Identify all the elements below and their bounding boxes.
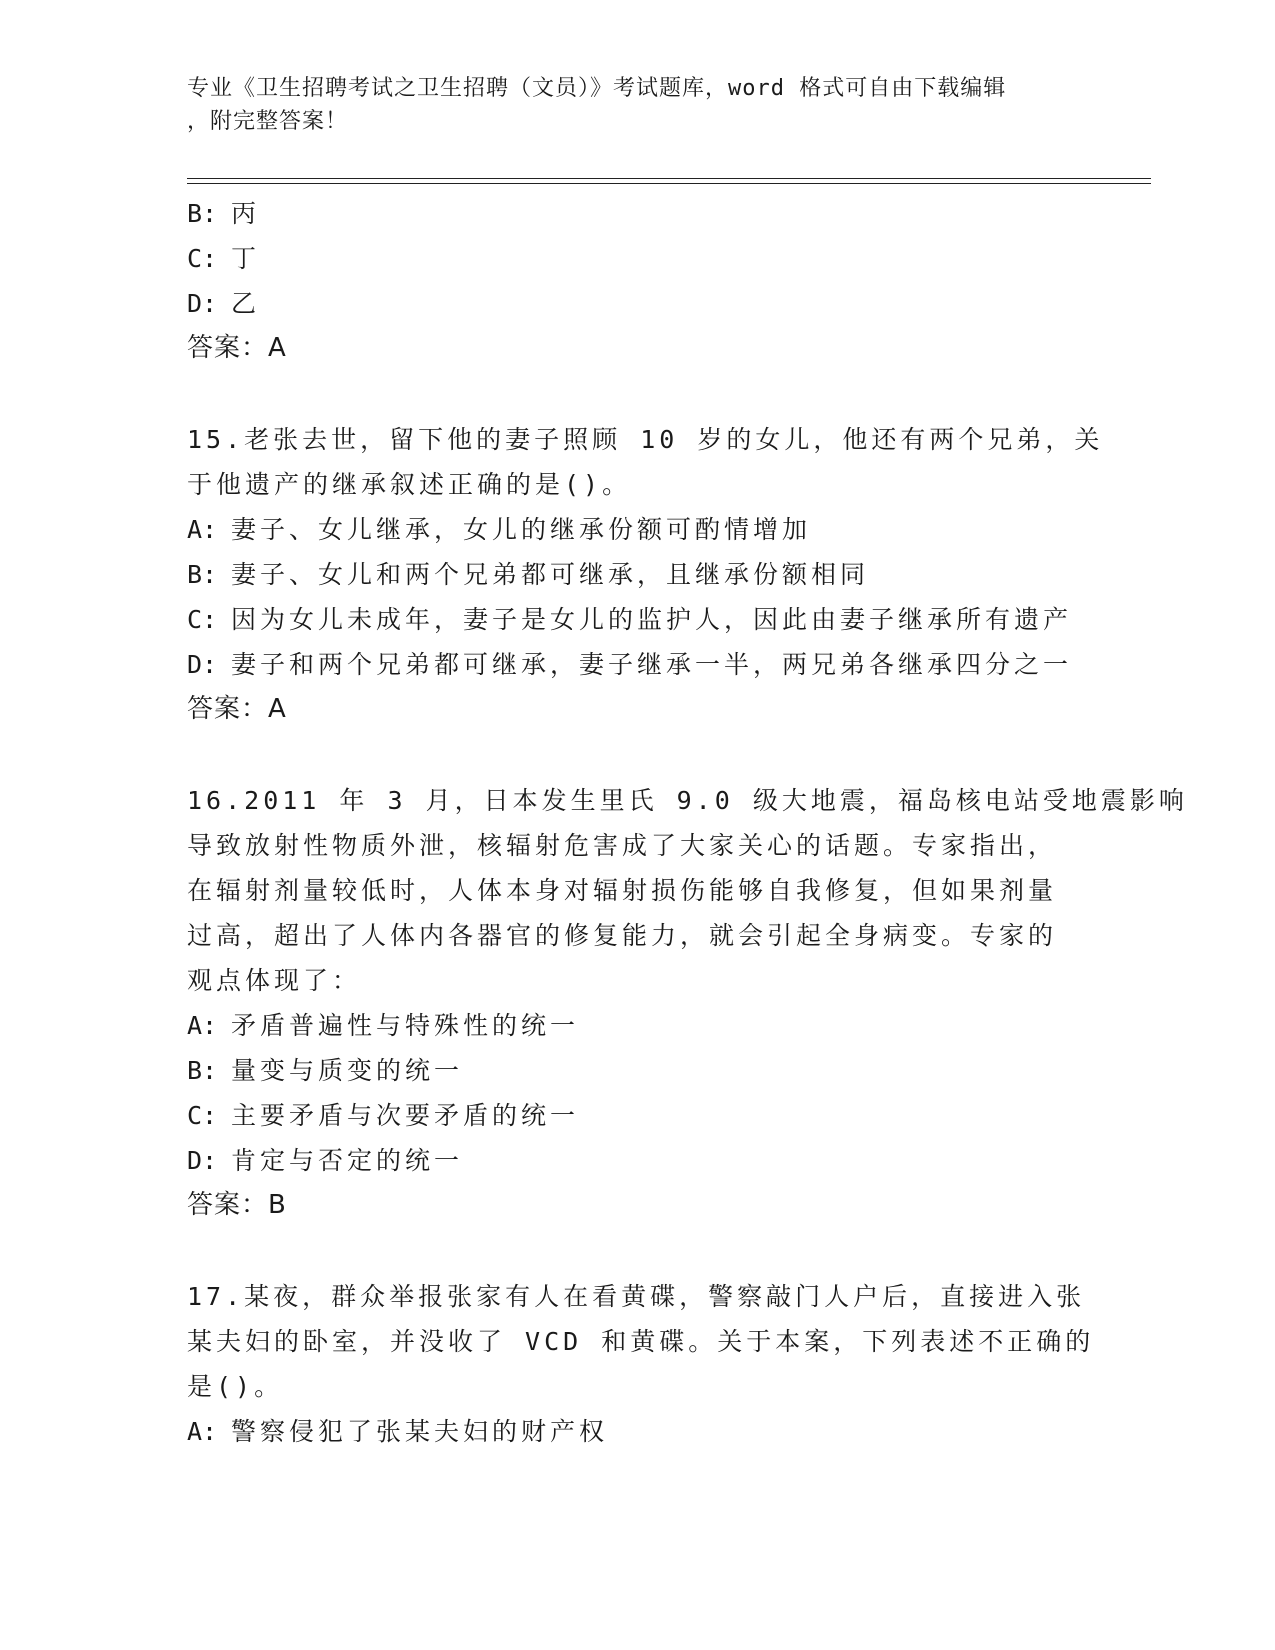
option-key: C: [187,244,218,273]
option-key: B: [187,560,218,589]
option-b [187,552,1087,597]
option-key: C: [187,605,218,634]
option-text: 警察侵犯了张某夫妇的财产权 [231,1417,609,1446]
header-line-1: 专业《卫生招聘考试之卫生招聘（文员）》考试题库，word 格式可自由下载编辑 [187,76,1007,101]
option-key: A: [187,1011,218,1040]
question-text [187,417,1104,507]
option-key: B: [187,1056,218,1085]
question-line: 导致放射性物质外泄，核辐射危害成了大家关心的话题。专家指出， [187,831,1058,860]
header-divider [187,178,1151,184]
option-a [187,507,1087,552]
option-c [187,1093,1087,1138]
question-17 [187,1274,1095,1454]
answer-line: 答案：A [187,694,287,724]
option-text: 妻子、女儿和两个兄弟都可继承，且继承份额相同 [231,560,870,589]
question-line: 某夫妇的卧室，并没收了 VCD 和黄碟。关于本案，下列表述不正确的 [187,1327,1095,1356]
option-text: 乙 [231,289,261,318]
question-line: 在辐射剂量较低时，人体本身对辐射损伤能够自我修复，但如果剂量 [187,876,1058,905]
question-line: 16.2011 年 3 月，日本发生里氏 9.0 级大地震，福岛核电站受地震影响 [187,786,1188,815]
option-text: 矛盾普遍性与特殊性的统一 [231,1011,580,1040]
option-key: C: [187,1101,218,1130]
option-c [187,236,1087,281]
option-text: 妻子和两个兄弟都可继承，妻子继承一半，两兄弟各继承四分之一 [231,650,1073,679]
option-d [187,281,1087,326]
option-key: B: [187,199,218,228]
question-text [187,1274,1095,1409]
option-c [187,597,1087,642]
option-a [187,1003,1087,1048]
question-content [187,191,1188,1454]
option-key: D: [187,1146,218,1175]
question-line: 观点体现了： [187,966,362,995]
option-key: D: [187,289,218,318]
option-text: 量变与质变的统一 [231,1056,464,1085]
question-16 [187,778,1188,1228]
header-line-2: ，附完整答案！ [187,109,349,134]
question-line: 17.某夜，群众举报张家有人在看黄碟，警察敲门人户后，直接进入张 [187,1282,1086,1311]
option-d [187,642,1087,687]
option-b [187,1048,1087,1093]
option-text: 因为女儿未成年，妻子是女儿的监护人，因此由妻子继承所有遗产 [231,605,1073,634]
option-text: 主要矛盾与次要矛盾的统一 [231,1101,580,1130]
prev-question-block [187,191,1087,371]
question-line: 15.老张去世，留下他的妻子照顾 10 岁的女儿，他还有两个兄弟，关 [187,425,1104,454]
answer-line: 答案：A [187,333,287,363]
option-text: 妻子、女儿继承，女儿的继承份额可酌情增加 [231,515,812,544]
question-line: 过高，超出了人体内各器官的修复能力，就会引起全身病变。专家的 [187,921,1058,950]
question-text [187,778,1188,1003]
option-text: 丙 [231,199,261,228]
option-d [187,1138,1087,1183]
question-line: 是()。 [187,1372,284,1401]
option-b [187,191,1087,236]
question-15 [187,417,1104,732]
option-key: A: [187,515,218,544]
question-line: 于他遗产的继承叙述正确的是()。 [187,470,632,499]
option-key: A: [187,1417,218,1446]
option-a [187,1409,1087,1454]
answer-line: 答案：B [187,1190,287,1220]
option-key: D: [187,650,218,679]
option-text: 肯定与否定的统一 [231,1146,464,1175]
spacer [187,1228,1087,1274]
spacer [187,371,1087,417]
spacer [187,732,1087,778]
page-header [187,72,1087,138]
option-text: 丁 [231,244,261,273]
